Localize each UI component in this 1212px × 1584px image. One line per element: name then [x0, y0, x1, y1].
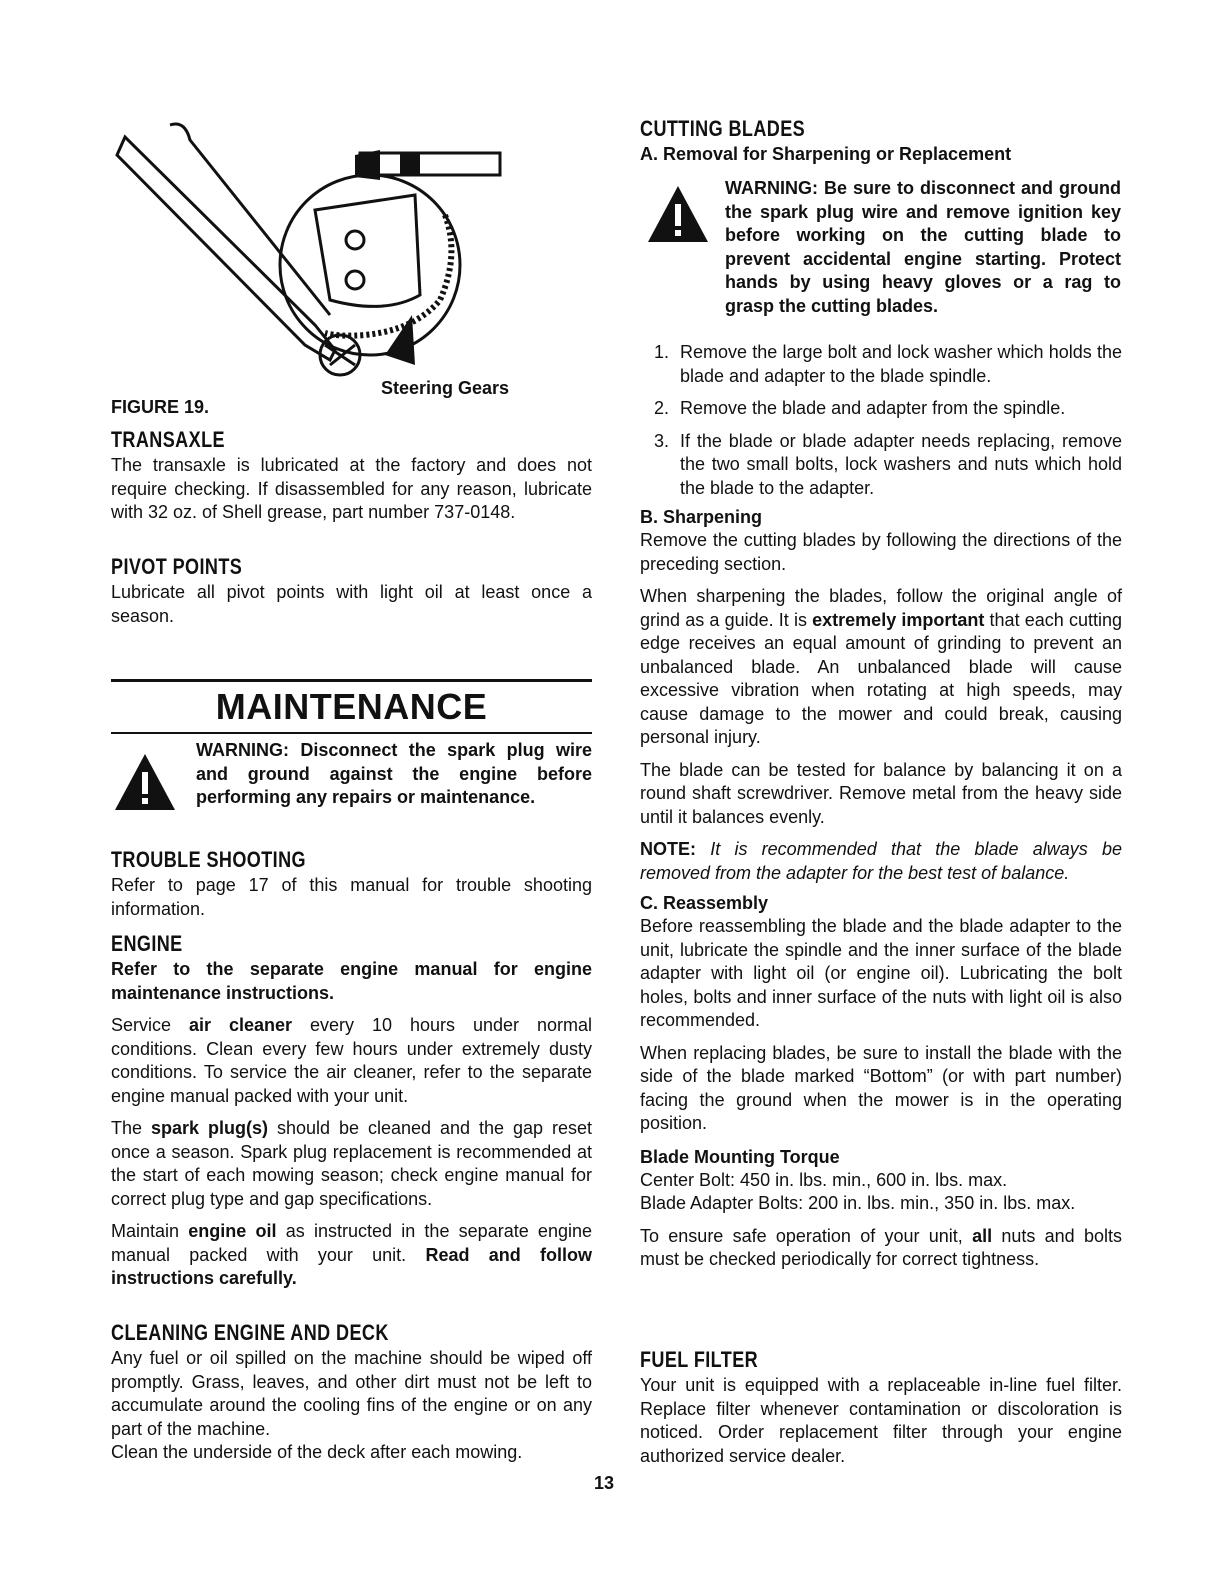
list-item: 3. If the blade or blade adapter needs replacing, remove the two small bolts, lock washers and nuts which hold the blade to the adapter. — [654, 430, 1122, 498]
torque-adapter: Blade Adapter Bolts: 200 in. lbs. min., 350 in. lbs. max. — [640, 1193, 1076, 1213]
steering-gears-illustration — [115, 115, 515, 400]
pivot-body: Lubricate all pivot points with light oil at least once a season. — [111, 582, 592, 626]
sharpening-p2: When sharpening the blades, follow the original angle of grind as a guide. It is extremely important that each cutting edge receives an equal amount of grinding to prevent an unbalanced blade. An unbalanced blade will cause excessive vibration when rotating at high speeds, may cause damage to the mower and could break, causing personal injury. — [640, 586, 1122, 747]
engine-heading: ENGINE — [111, 931, 183, 956]
reassembly-p2: When replacing blades, be sure to install the blade with the side of the blade marked “Bottom” (or with part number) facing the ground when the mower is in the operating position. — [640, 1042, 1122, 1133]
blades-heading: CUTTING BLADES — [640, 116, 806, 141]
blades-warning: WARNING: Be sure to disconnect and ground the spark plug wire and remove ignition key before working on the cutting blade to prevent accidental engine starting. Protect hands by using heavy gloves or a rag to grasp the cutting blades. — [725, 178, 1121, 316]
figure-caption: FIGURE 19. — [111, 397, 210, 417]
list-item: 1. Remove the large bolt and lock washer which holds the blade and adapter to the blade spindle. — [654, 342, 1122, 386]
torque-heading: Blade Mounting Torque — [640, 1146, 840, 1167]
transaxle-body: The transaxle is lubricated at the factory and does not require checking. If disassembled for any reason, lubricate with 32 oz. of Shell grease, part number 737-0148. — [111, 455, 592, 522]
fuel-heading: FUEL FILTER — [640, 1347, 759, 1372]
warning-icon — [646, 184, 710, 244]
trouble-body: Refer to page 17 of this manual for trouble shooting information. — [111, 875, 592, 919]
reassembly-p1: Before reassembling the blade and the blade adapter to the unit, lubricate the spindle and the inner surface of the blade adapter with light oil (or engine oil). Lubricating the bolt holes, bolts and inner surface of the nuts with light oil is also recommended. — [640, 916, 1122, 1030]
page-number: 13 — [594, 1473, 615, 1493]
torque-center: Center Bolt: 450 in. lbs. min., 600 in. lbs. max. — [640, 1169, 1008, 1190]
sharpening-p3: The blade can be tested for balance by balancing it on a round shaft screwdriver. Remove metal from the heavy side until it balances evenly. — [640, 759, 1122, 827]
warning-icon — [113, 752, 177, 812]
blades-sub-c: C. Reassembly — [640, 893, 769, 913]
cleaning-body: Any fuel or oil spilled on the machine should be wiped off promptly. Grass, leaves, and other dirt must not be left to accumulate around the cooling fins of the engine or on any part of the machine. — [111, 1348, 592, 1439]
balance-note: NOTE: It is recommended that the blade always be removed from the adapter for the best test of balance. — [640, 839, 1122, 883]
figure-label: Steering Gears — [381, 378, 510, 398]
maintenance-warning: WARNING: Disconnect the spark plug wire and ground against the engine before performing any repairs or maintenance. — [196, 740, 592, 807]
maintenance-title: MAINTENANCE — [111, 679, 592, 734]
cleaning-heading: CLEANING ENGINE AND DECK — [111, 1320, 389, 1345]
blades-sub-a: A. Removal for Sharpening or Replacement — [640, 144, 1012, 164]
engine-oil: Maintain engine oil as instructed in the separate engine manual packed with your unit. Read and follow instructions carefully. — [111, 1221, 592, 1288]
fuel-body: Your unit is equipped with a replaceable in-line fuel filter. Replace filter whenever contamination or discoloration is noticed. Order replacement filter through your engine authorized service dealer. — [640, 1375, 1122, 1466]
safe-operation: To ensure safe operation of your unit, all nuts and bolts must be checked periodically for correct tightness. — [640, 1225, 1122, 1269]
sharpening-p1: Remove the cutting blades by following the directions of the preceding section. — [640, 530, 1122, 574]
blades-sub-b: B. Sharpening — [640, 507, 763, 527]
cleaning-deck: Clean the underside of the deck after each mowing. — [111, 1442, 523, 1462]
engine-spark-plug: The spark plug(s) should be cleaned and the gap reset once a season. Spark plug replacement is recommended at the start of each mowing season; check engine manual for correct plug type and gap specifications. — [111, 1118, 592, 1209]
trouble-heading: TROUBLE SHOOTING — [111, 847, 306, 872]
removal-steps — [640, 341, 1122, 500]
list-item: 2. Remove the blade and adapter from the spindle. — [654, 398, 1066, 418]
transaxle-heading: TRANSAXLE — [111, 427, 225, 452]
engine-air-cleaner: Service air cleaner every 10 hours under normal conditions. Clean every few hours under extremely dusty conditions. To service the air cleaner, refer to the separate engine manual packed with your unit. — [111, 1015, 592, 1106]
engine-intro: Refer to the separate engine manual for engine maintenance instructions. — [111, 959, 592, 1003]
pivot-heading: PIVOT POINTS — [111, 554, 243, 579]
